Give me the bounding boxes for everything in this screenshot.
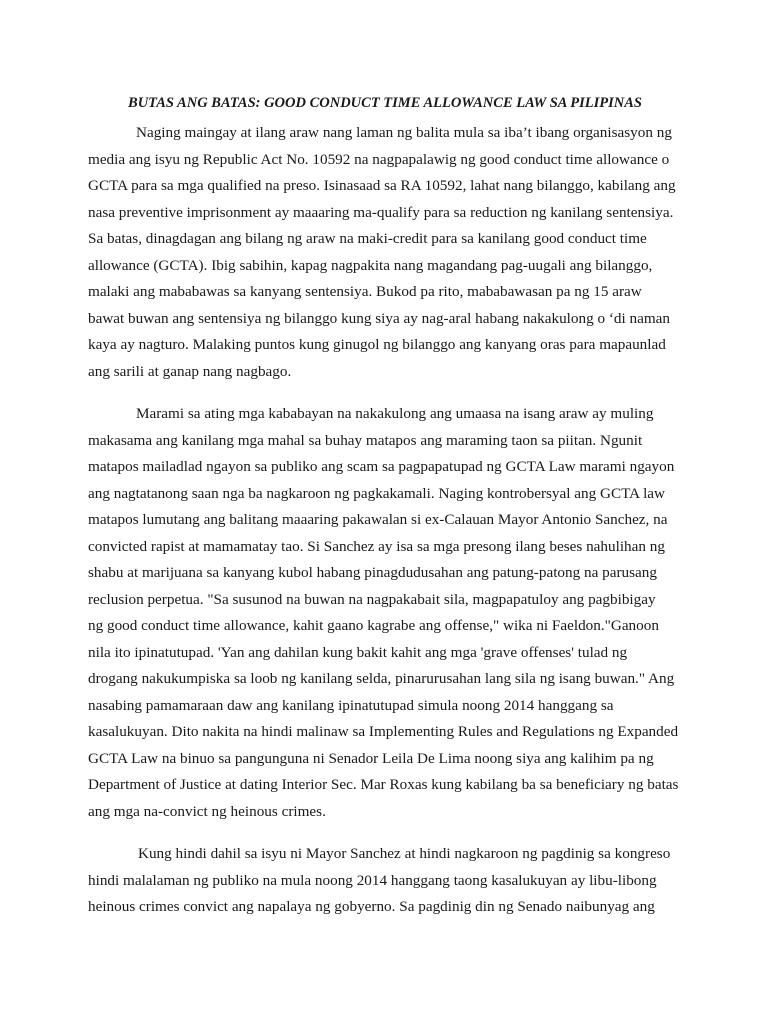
document-title: BUTAS ANG BATAS: GOOD CONDUCT TIME ALLOWANCE LAW SA PILIPINAS	[128, 95, 642, 111]
paragraph-line: bawat buwan ang sentensiya ng bilanggo kung siya ay nag-aral habang nakakulong o ‘di naman	[88, 309, 671, 327]
paragraph-line: Department of Justice at dating Interior Sec. Mar Roxas kung kabilang ba sa beneficiary ng batas	[88, 776, 679, 793]
document-body	[88, 120, 682, 937]
paragraph-line: allowance (GCTA). Ibig sabihin, kapag nagpakita nang magandang pag-uugali ang bilanggo,	[88, 256, 653, 274]
paragraph-3	[88, 841, 682, 921]
paragraph-line: nila ito ipinatutupad. 'Yan ang dahilan kung bakit kahit ang mga 'grave offenses' tulad ng	[88, 643, 628, 661]
paragraph-line: malaki ang mababawas sa kanyang sentensiya. Bukod pa rito, mababawasan pa ng 15 araw	[88, 283, 642, 300]
paragraph-line: Naging maingay at ilang araw nang laman ng balita mula sa iba’t ibang organisasyon ng	[136, 124, 672, 141]
paragraph-line: nasabing pamamaraan daw ang kanilang ipinatutupad simula noong 2014 hanggang sa	[88, 696, 614, 714]
paragraph-line: GCTA para sa mga qualified na preso. Isinasaad sa RA 10592, lahat nang bilanggo, kabilang ang	[88, 177, 676, 194]
paragraph-line: ang mga na-convict ng heinous crimes.	[88, 802, 326, 820]
paragraph-line: Sa batas, dinagdagan ang bilang ng araw na maki-credit para sa kanilang good conduct time	[88, 230, 647, 247]
paragraph-1	[88, 120, 682, 385]
paragraph-line: kaya ay nagturo. Malaking puntos kung ginugol ng bilanggo ang kanyang oras para mapaunlad	[88, 336, 666, 353]
paragraph-line: matapos lumutang ang balitang maaaring pakawalan si ex-Calauan Mayor Antonio Sanchez, na	[88, 511, 668, 528]
paragraph-line: Marami sa ating mga kababayan na nakakulong ang umaasa na isang araw ay muling	[136, 405, 654, 422]
paragraph-line: makasama ang kanilang mga mahal sa buhay matapos ang maraming taon sa piitan. Ngunit	[88, 431, 643, 449]
paragraph-line: heinous crimes convict ang napalaya ng gobyerno. Sa pagdinig din ng Senado naibunyag ang	[88, 898, 655, 915]
paragraph-line: kasalukuyan. Dito nakita na hindi malinaw sa Implementing Rules and Regulations ng Expanded	[88, 723, 679, 740]
paragraph-line: ng good conduct time allowance, kahit gaano kagrabe ang offense," wika ni Faeldon."Ganoon	[88, 617, 659, 634]
paragraph-line: nasa preventive imprisonment ay maaaring ma-qualify para sa reduction ng kanilang sentensiya.	[88, 203, 674, 221]
paragraph-line: ang nagtatanong saan nga ba nagkaroon ng pagkakamali. Naging kontrobersyal ang GCTA law	[88, 484, 666, 502]
paragraph-2	[88, 401, 682, 825]
paragraph-line: matapos mailadlad ngayon sa publiko ang scam sa pagpapatupad ng GCTA Law marami ngayon	[88, 458, 675, 475]
paragraph-line: shabu at marijuana sa kanyang kubol habang pinagdudusahan ang patung-patong na parusang	[88, 564, 657, 581]
paragraph-line: reclusion perpetua. "Sa susunod na buwan na nagpakabait sila, magpapatuloy ang pagbibigay	[88, 590, 656, 608]
paragraph-line: hindi malalaman ng publiko na mula noong 2014 hanggang taong kasalukuyan ay libu-libong	[88, 871, 657, 889]
paragraph-line: Kung hindi dahil sa isyu ni Mayor Sanchez at hindi nagkaroon ng pagdinig sa kongreso	[138, 845, 671, 862]
paragraph-line: GCTA Law na binuo sa pangunguna ni Senador Leila De Lima noong siya ang kalihim pa ng	[88, 749, 654, 767]
paragraph-line: media ang isyu ng Republic Act No. 10592 na nagpapalawig ng good conduct time allowance o	[88, 150, 670, 168]
paragraph-line: drogang nakukumpiska sa loob ng kanilang selda, pinarurusahan lang sila ng isang buwan." Ang	[88, 670, 675, 687]
paragraph-line: ang sarili at ganap nang nagbago.	[88, 362, 292, 380]
paragraph-line: convicted rapist at mamamatay tao. Si Sanchez ay isa sa mga presong ilang beses nahulihan ng	[88, 537, 665, 555]
